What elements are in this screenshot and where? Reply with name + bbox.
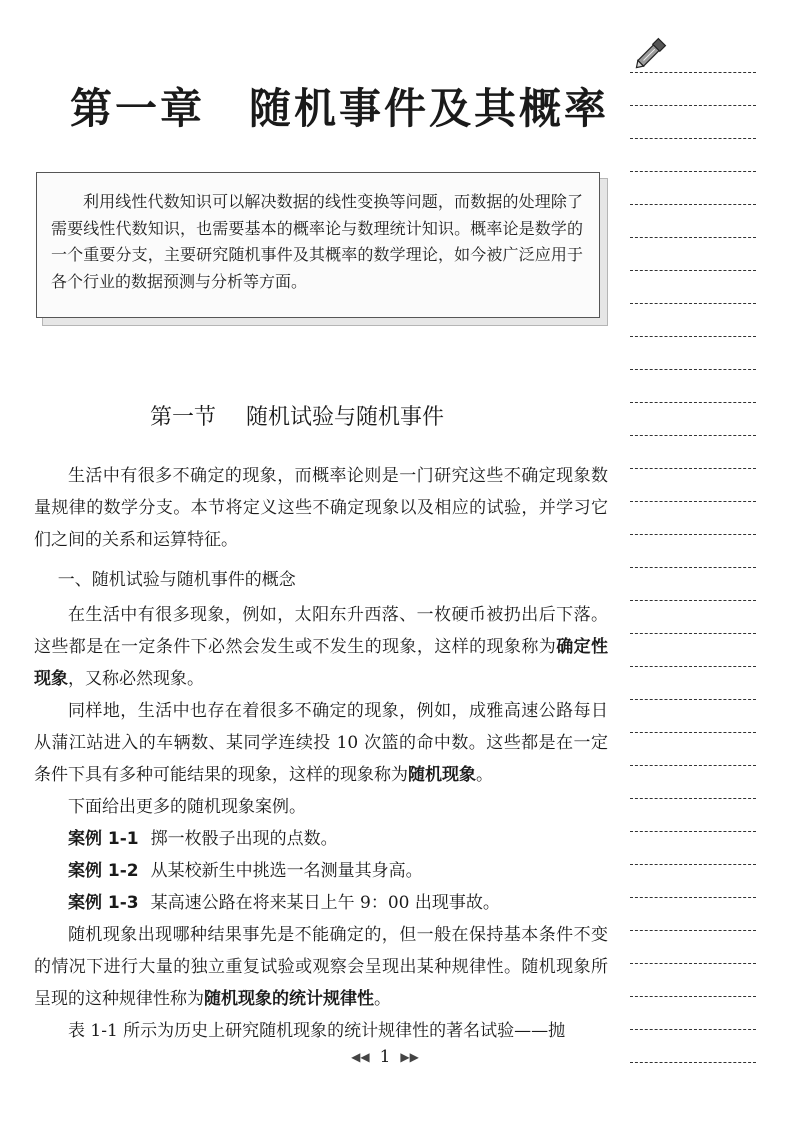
chapter-name: 随机事件及其概率 [249,84,610,133]
case-label: 案例 1-2 [68,861,139,881]
section-name: 随机试验与随机事件 [246,405,445,430]
pen-icon [632,32,672,72]
note-line [630,336,756,337]
right-arrow-icon: ▶▶ [400,1049,419,1064]
section-title [150,400,444,431]
note-line [630,897,756,898]
note-line [630,567,756,568]
intro-box [36,172,606,324]
paragraph-deterministic [34,599,608,695]
chapter-number: 第一章 [70,84,206,133]
paragraph-statistical [34,919,608,1015]
note-line [630,303,756,304]
note-line [630,435,756,436]
paragraph-text: 随机现象出现哪种结果事先是不能确定的，但一般在保持基本条件不变的情况下进行大量的独立重复试验或观察会呈现出某种规律性。随机现象所呈现的这种规律性称为 [34,925,608,1009]
intro-text: 利用线性代数知识可以解决数据的线性变换等问题，而数据的处理除了需要线性代数知识，也需要基本的概率论与数理统计知识。概率论是数学的一个重要分支，主要研究随机事件及其概率的数学理论，如今被广泛应用于各个行业的数据预测与分析等方面。 [51,192,583,291]
note-line [630,237,756,238]
note-line [630,501,756,502]
case-label: 案例 1-3 [68,893,139,913]
note-line [630,600,756,601]
paragraph-table-ref: 表 1-1 所示为历史上研究随机现象的统计规律性的著名试验——抛 [68,1021,566,1041]
note-line [630,468,756,469]
paragraph-text: ，又称必然现象。 [68,669,204,689]
chapter-title [70,76,609,136]
note-line [630,864,756,865]
term-random: 随机现象 [408,765,476,785]
note-line [630,798,756,799]
note-line [630,1062,756,1063]
paragraph-intro: 生活中有很多不确定的现象，而概率论则是一门研究这些不确定现象数量规律的数学分支。本节将定义这些不确定现象以及相应的试验，并学习它们之间的关系和运算特征。 [34,466,608,550]
term-statistical: 随机现象的统计规律性 [204,989,374,1009]
note-line [630,666,756,667]
page-number: 1 [379,1046,391,1067]
note-line [630,369,756,370]
note-line [630,105,756,106]
note-line [630,402,756,403]
note-line [630,270,756,271]
note-line [630,204,756,205]
note-line [630,996,756,997]
paragraph-text: 。 [374,989,391,1009]
note-line [630,963,756,964]
note-line [630,138,756,139]
note-line [630,171,756,172]
note-line [630,534,756,535]
case-text: 掷一枚骰子出现的点数。 [150,829,338,849]
note-line [630,732,756,733]
note-line [630,930,756,931]
note-line [630,633,756,634]
case-item [34,855,608,887]
note-line [630,1029,756,1030]
intro-box-panel [36,172,600,318]
paragraph-random [34,695,608,791]
section-number: 第一节 [150,405,217,430]
paragraph-text: 同样地，生活中也存在着很多不确定的现象，例如，成雅高速公路每日从蒲江站进入的车辆数、某同学连续投 10 次篮的命中数。这些都是在一定条件下具有多种可能结果的现象，这样的现象称为 [34,701,608,785]
case-text: 从某校新生中挑选一名测量其身高。 [150,861,423,881]
note-line [630,699,756,700]
subheading: 一、随机试验与随机事件的概念 [57,570,296,590]
paragraph-cases-intro: 下面给出更多的随机现象案例。 [68,797,306,817]
page-footer [340,1046,430,1067]
term-deterministic: 确定性现象 [34,637,608,689]
paragraph-text: 在生活中有很多现象，例如，太阳东升西落、一枚硬币被扔出后下落。这些都是在一定条件下必然会发生或不发生的现象，这样的现象称为 [34,605,608,657]
paragraph-text: 。 [476,765,493,785]
note-line [630,765,756,766]
notes-lines [630,72,756,1072]
case-text: 某高速公路在将来某日上午 9：00 出现事故。 [150,893,500,913]
body-text [34,460,608,1047]
left-arrow-icon: ◀◀ [351,1049,370,1064]
note-line [630,831,756,832]
case-item [34,823,608,855]
case-label: 案例 1-1 [68,829,139,849]
case-item [34,887,608,919]
note-line [630,72,756,73]
